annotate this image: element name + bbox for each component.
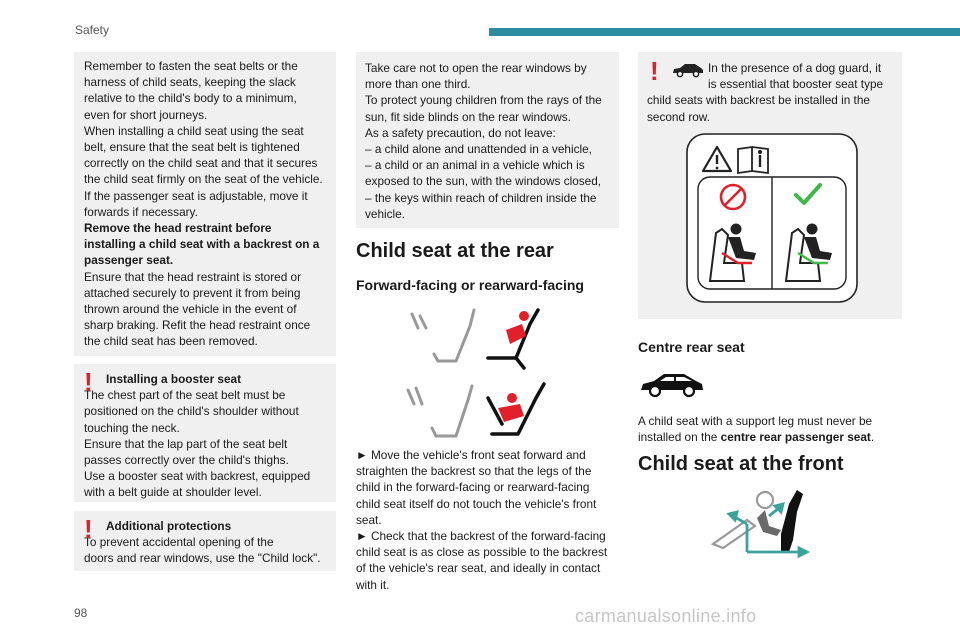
seatbelt-note-box xyxy=(74,52,336,356)
text-line: Use a booster seat with backrest, equipped xyxy=(84,469,311,484)
text-line: doors and rear windows, use the "Child lock". xyxy=(84,551,321,566)
text-line: Ensure that the head restraint is stored or xyxy=(84,269,302,284)
text-line: the child seat has been removed. xyxy=(84,334,258,349)
text-line: vehicle. xyxy=(365,206,405,221)
text-line: belt, ensure that the seat belt is tightened xyxy=(84,140,300,155)
text-line: second row. xyxy=(647,109,710,124)
text-line: even for short journeys. xyxy=(84,107,208,122)
text-line: – a child or an animal in a vehicle which is xyxy=(365,158,585,173)
text-line: Ensure that the lap part of the seat belt xyxy=(84,436,288,451)
booster-seat-title: Installing a booster seat xyxy=(106,372,242,386)
text-line: attached securely to prevent it from being xyxy=(84,285,301,300)
text-line: exposed to the sun, with the windows closed, xyxy=(365,174,602,189)
text-line: installing a child seat with a backrest on a xyxy=(84,237,320,252)
text-line: ► Check that the backrest of the forward-facing xyxy=(356,529,606,544)
text-line: Take care not to open the rear windows by xyxy=(365,61,587,75)
text-line: with a belt guide at shoulder level. xyxy=(84,485,262,500)
text-line: with it. xyxy=(356,577,390,592)
forward-rearward-subheading: Forward-facing or rearward-facing xyxy=(356,277,584,293)
header-accent-bar xyxy=(489,28,960,36)
text-line: correctly on the child seat and that it secures xyxy=(84,156,318,171)
warning-exclamation-icon: ! xyxy=(84,367,93,397)
text-line: straighten the backrest so that the legs of the xyxy=(356,464,592,479)
text-line: child in the forward-facing or rearward-facing xyxy=(356,480,590,495)
booster-seat-warning-box xyxy=(74,364,336,502)
text-line: To protect young children from the rays of the xyxy=(365,93,602,108)
rear-window-note-box xyxy=(356,52,619,228)
text-line: the child seat firmly on the seat of the vehicle. xyxy=(84,172,323,187)
car-icon xyxy=(671,61,705,77)
text-line: more than one third. xyxy=(365,77,471,92)
text-line: child seats with backrest be installed in the xyxy=(647,93,870,108)
text-line: If the passenger seat is adjustable, move it xyxy=(84,188,308,203)
text-line: relative to the child's body to a minimum, xyxy=(84,91,297,106)
watermark: carmanualsonline.info xyxy=(575,606,757,626)
front-seat-heading: Child seat at the front xyxy=(638,453,844,475)
rear-seat-heading: Child seat at the rear xyxy=(356,240,554,262)
text-line: touching the neck. xyxy=(84,420,180,435)
section-title: Safety xyxy=(75,23,110,37)
dog-guard-text-rest xyxy=(647,92,902,124)
text-line: The chest part of the seat belt must be xyxy=(84,388,286,403)
rear-seat-instructions xyxy=(356,447,624,593)
text-line: seat. xyxy=(356,512,382,527)
rear-window-note-text xyxy=(365,60,619,222)
warning-exclamation-icon: ! xyxy=(650,56,659,86)
centre-rear-seat-text: A child seat with a support leg must never be installed on the centre rear passenger seat. xyxy=(638,414,875,445)
text-line: – the keys within reach of children inside the xyxy=(365,190,597,205)
text-line: As a safety precaution, do not leave: xyxy=(365,125,556,140)
booster-seat-text xyxy=(84,387,336,500)
warning-exclamation-icon: ! xyxy=(84,514,93,544)
text-line: To prevent accidental opening of the xyxy=(84,535,274,550)
booster-seat-pictogram xyxy=(686,133,858,303)
additional-protections-title: Additional protections xyxy=(106,519,232,533)
rearward-facing-seat-illustration xyxy=(398,378,558,442)
text-line: ► Move the vehicle's front seat forward and xyxy=(356,448,586,462)
centre-rear-seat-subheading: Centre rear seat xyxy=(638,339,745,355)
text-line: sharp braking. Refit the head restraint once xyxy=(84,318,311,333)
text-line: passes correctly over the child's thighs. xyxy=(84,453,289,468)
child-seat-icon xyxy=(707,486,809,558)
text-line: Remove the head restraint before xyxy=(84,221,272,236)
text-line: When installing a child seat using the seat xyxy=(84,123,304,138)
dog-guard-warning-box xyxy=(638,52,902,319)
additional-protections-text xyxy=(84,534,336,566)
text-line: sun, fit side blinds on the rear windows. xyxy=(365,109,571,124)
text-line: is essential that booster seat type xyxy=(708,77,884,92)
car-icon xyxy=(638,369,706,399)
text-line: positioned on the child's shoulder without xyxy=(84,404,299,419)
seatbelt-note-text xyxy=(84,58,336,350)
forward-facing-seat-illustration xyxy=(398,306,558,370)
additional-protections-box xyxy=(74,511,336,571)
text-line: harness of child seats, keeping the slack xyxy=(84,75,296,90)
text-line: thrown around the vehicle in the event of xyxy=(84,302,297,317)
text-line: child seat is as close as possible to the backrest xyxy=(356,545,608,560)
text-line: Remember to fasten the seat belts or the xyxy=(84,59,298,73)
text-line: passenger seat. xyxy=(84,253,174,268)
text-line: In the presence of a dog guard, it xyxy=(708,61,882,75)
text-line: of the vehicle's rear seat, and ideally in contact xyxy=(356,561,601,576)
text-line: – a child alone and unattended in a vehicle, xyxy=(365,142,592,157)
text-line: forwards if necessary. xyxy=(84,204,198,219)
text-line: child seat itself do not touch the vehicle's front xyxy=(356,496,597,511)
page-number: 98 xyxy=(74,606,88,620)
